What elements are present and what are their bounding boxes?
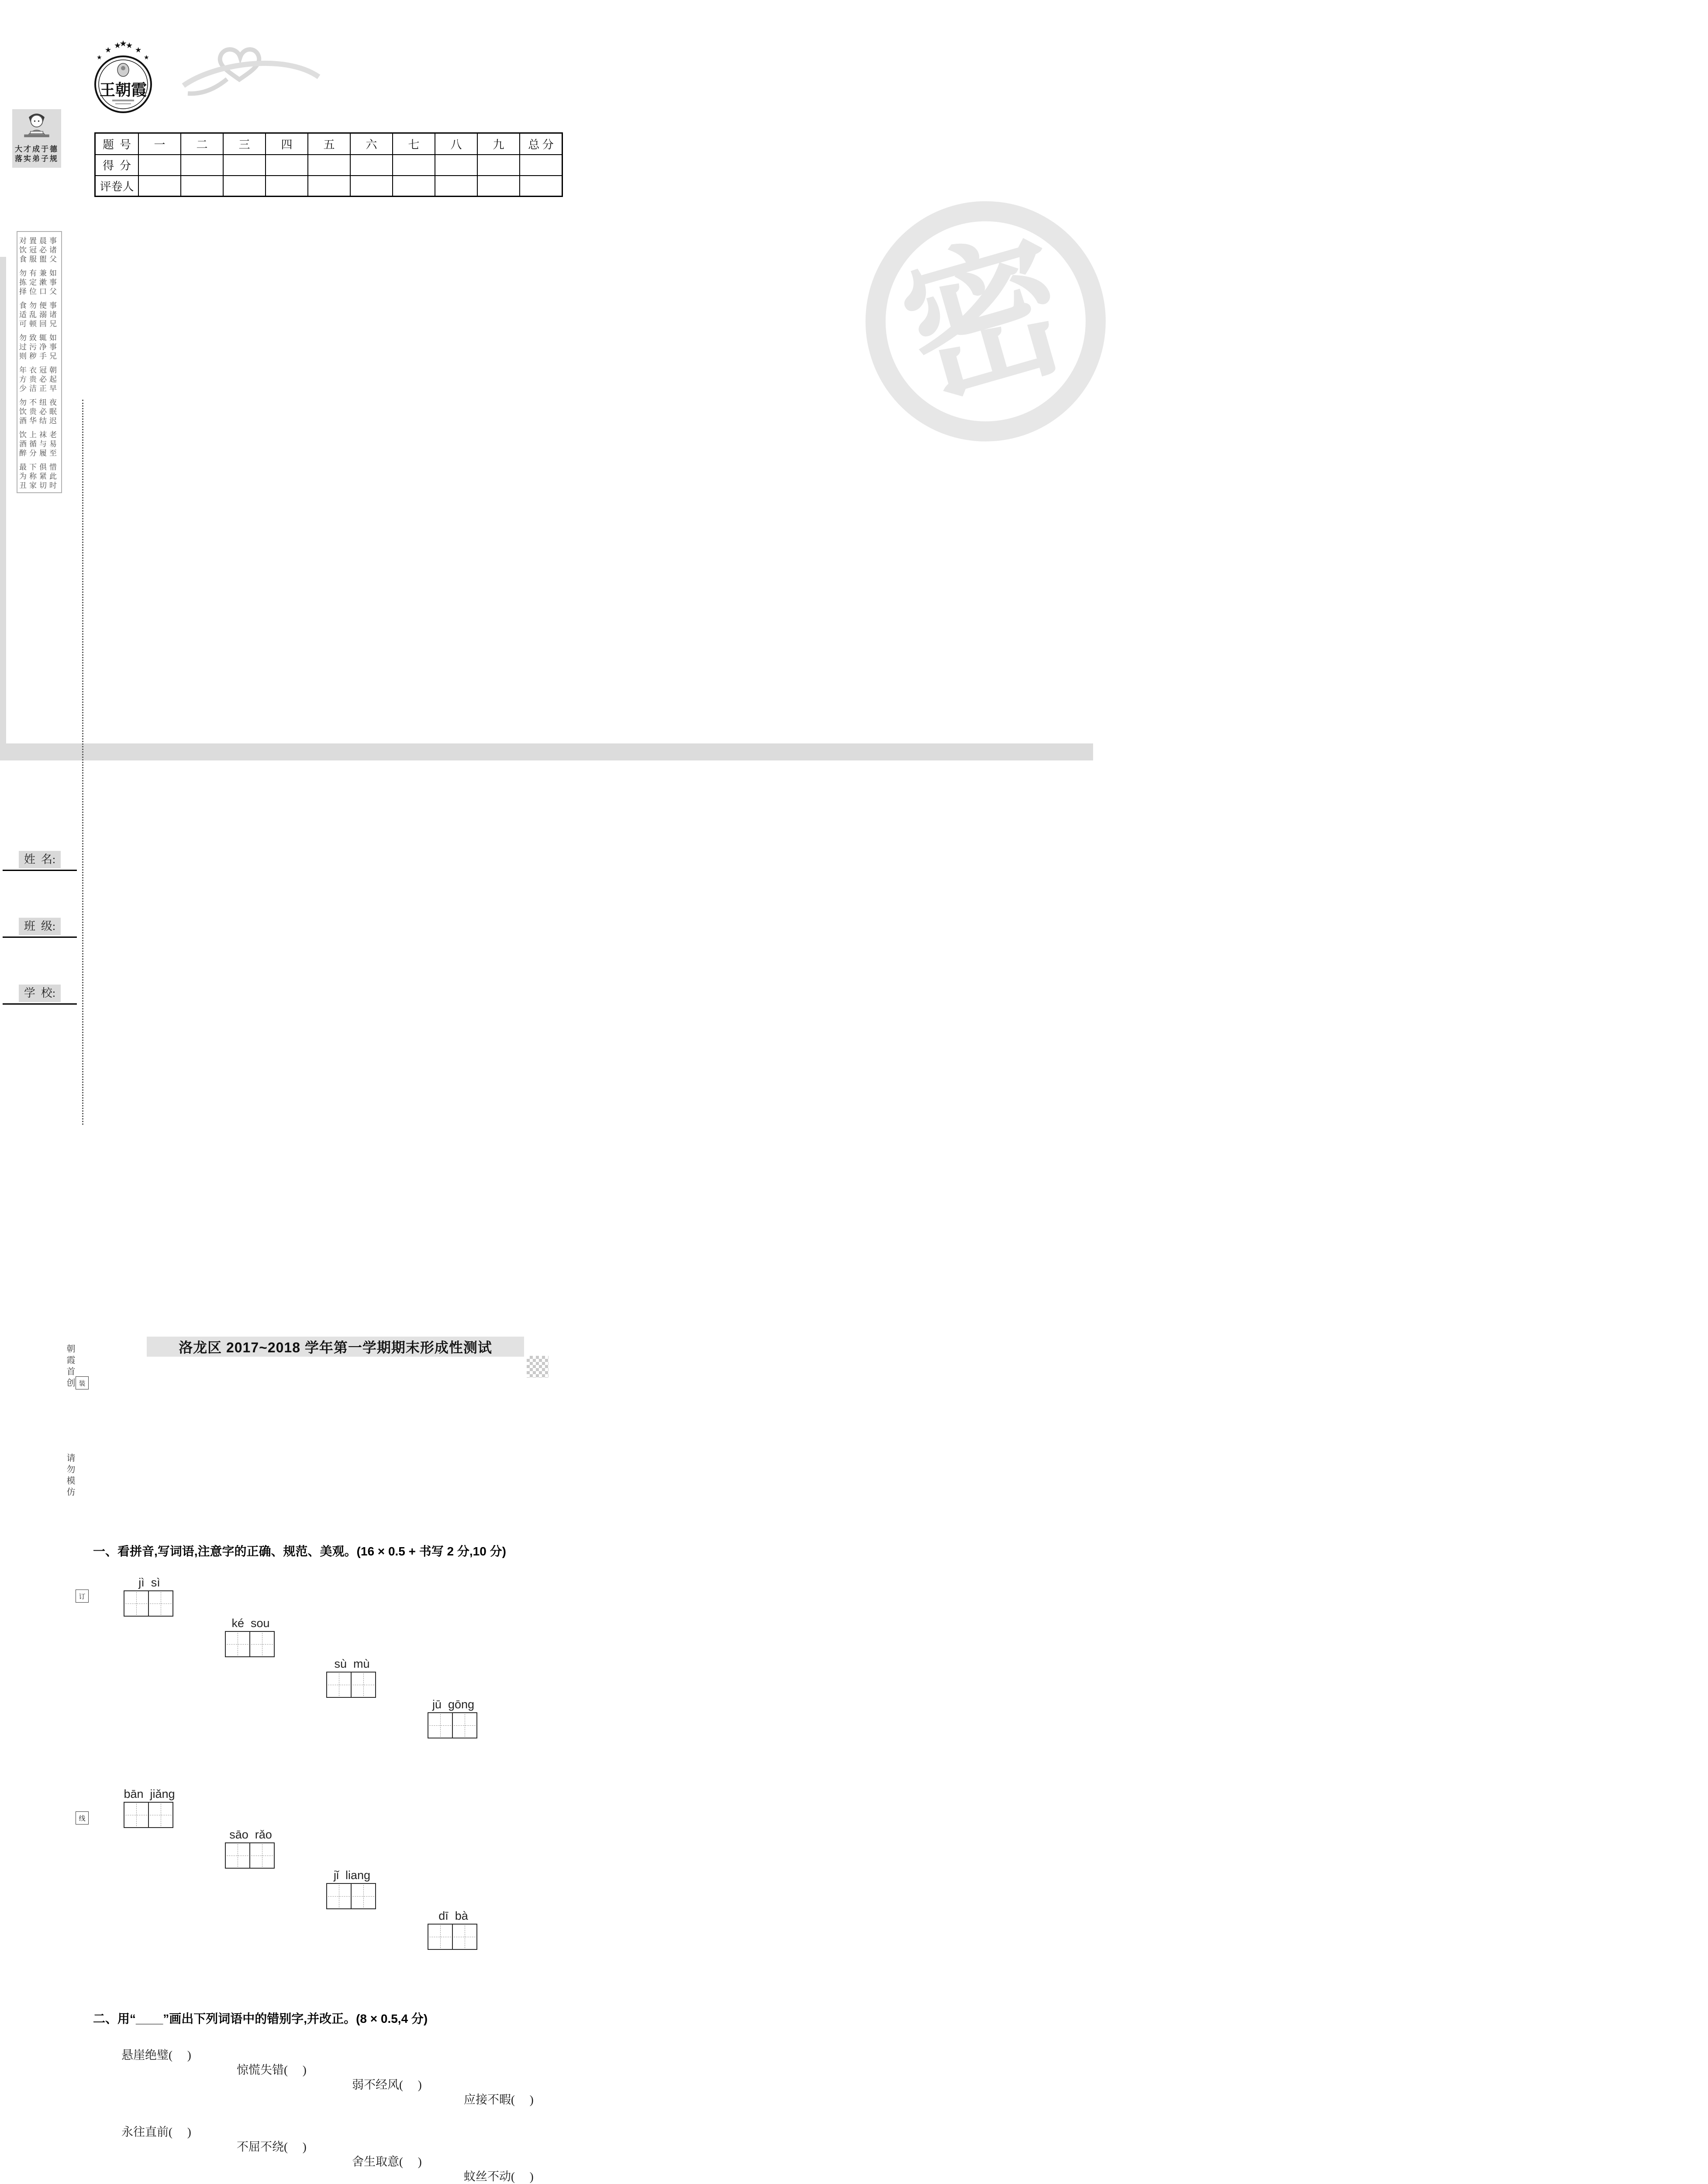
dizigui-line: 可顿回兄 [19,320,59,328]
typo-word: 蚊丝不动( ) [464,2170,534,2183]
pinyin-label: jǐ liang [333,1869,371,1882]
dizigui-group [17,269,61,296]
svg-text:★: ★ [126,41,133,50]
section2-title: 二、用“____”画出下列词语中的错别字,并改正。(8 × 0.5,4 分) [93,2012,428,2025]
row-score-label: 得 分 [95,155,139,176]
class-field[interactable] [3,917,77,938]
col-7: 七 [393,133,435,155]
col-9: 九 [477,133,520,155]
binding-stamp-zhuang: 装 [76,1376,89,1389]
typo-word: 应接不暇( ) [464,2093,534,2106]
svg-text:★: ★ [114,41,121,50]
grader-cell[interactable] [138,176,181,197]
svg-text:★: ★ [144,55,149,61]
pinyin-label: sù mù [334,1657,370,1670]
svg-text:★: ★ [97,55,102,61]
brand-motto-line2: 落实弟子规 [15,155,59,163]
score-cell[interactable] [435,155,477,176]
writing-grid[interactable] [326,1672,378,1698]
typo-word: 弱不经风( ) [352,2078,422,2091]
writing-grid[interactable] [225,1842,276,1869]
page-edge-left [0,257,6,760]
dizigui-line: 则秽手兄 [19,352,59,360]
writing-grid[interactable] [124,1802,175,1828]
dizigui-line: 择位口父 [19,287,59,296]
typo-word: 悬崖绝璧( ) [121,2049,191,2062]
pinyin-item [326,1869,378,1909]
dizigui-group [17,301,61,328]
dizigui-line: 勿致辄如 [19,334,59,342]
dizigui-line: 最下俱惜 [19,463,59,471]
dizigui-group [17,463,61,490]
pinyin-label: jì sì [138,1576,160,1589]
dizigui-group [17,398,61,425]
child-cartoon-icon [17,109,56,142]
score-cell[interactable] [520,155,562,176]
pinyin-label: jū gōng [432,1698,475,1711]
score-cell[interactable] [223,155,266,176]
dizigui-line: 拣定漱事 [19,278,59,287]
score-cell[interactable] [181,155,223,176]
grader-cell[interactable] [520,176,562,197]
score-cell[interactable] [308,155,350,176]
paper-number-banner [0,1271,909,1295]
pinyin-item [326,1657,378,1698]
dizigui-line: 勿有兼如 [19,269,59,277]
writing-grid[interactable] [225,1631,276,1657]
writing-grid[interactable] [428,1712,479,1738]
dizigui-group [17,366,61,393]
pinyin-item [124,1576,175,1617]
binding-note-original: 朝霞首创 [65,1344,75,1389]
svg-text:★: ★ [135,46,142,54]
svg-text:密: 密 [886,215,1085,426]
dizigui-group [17,333,61,361]
col-total: 总 分 [520,133,562,155]
score-cell[interactable] [266,155,308,176]
writing-grid[interactable] [428,1924,479,1950]
pinyin-item [225,1828,276,1869]
row-grader-label: 评卷人 [95,176,139,197]
score-cell[interactable] [350,155,393,176]
school-field[interactable] [3,984,77,1005]
wangzhaoxia-logo [85,38,162,119]
dizigui-line: 丑家切时 [19,481,59,490]
grader-cell[interactable] [435,176,477,197]
section1-title: 一、看拼音,写词语,注意字的正确、规范、美观。(16 × 0.5 + 书写 2 分,10 分) [93,1545,506,1558]
dizigui-line: 食勿便事 [19,301,59,310]
pinyin-item [428,1698,479,1738]
binding-stamp-xian: 线 [76,1811,89,1825]
typo-word: 永往直前( ) [121,2125,191,2139]
typo-word: 舍生取意( ) [352,2155,422,2168]
writing-grid[interactable] [326,1883,378,1909]
score-cell[interactable] [393,155,435,176]
dizigui-line: 醉分履至 [19,449,59,457]
dizigui-line: 对置晨事 [19,237,59,245]
pinyin-label: bān jiǎng [124,1787,175,1800]
pinyin-label: ké sou [231,1617,270,1630]
typo-word: 惊慌失错( ) [237,2063,307,2077]
dizigui-line: 少洁正早 [19,384,59,393]
writing-grid[interactable] [124,1590,175,1617]
col-1: 一 [138,133,181,155]
dizigui-line: 勿不纽夜 [19,398,59,407]
score-table [94,132,563,197]
dizigui-line: 食服盥父 [19,255,59,263]
dizigui-line: 酒华结迟 [19,417,59,425]
checker-decoration [527,1356,549,1378]
grader-cell[interactable] [181,176,223,197]
col-6: 六 [350,133,393,155]
binding-stamp-ding: 订 [76,1590,89,1603]
school-label: 学 校: [19,985,61,1002]
dizigui-group [17,236,61,264]
dizigui-line: 酒循与易 [19,440,59,448]
name-field[interactable] [3,850,77,871]
grader-cell[interactable] [223,176,266,197]
col-8: 八 [435,133,477,155]
sidebar-brand-panel [12,109,61,168]
class-label: 班 级: [19,918,61,935]
typo-word: 不屈不绕( ) [237,2140,307,2153]
dizigui-line: 适乱溺诸 [19,311,59,319]
pinyin-label: sāo rǎo [229,1828,272,1841]
pinyin-label: dī bà [438,1909,468,1922]
pinyin-item [225,1617,276,1657]
grader-cell[interactable] [308,176,350,197]
dizigui-line: 过污净事 [19,343,59,351]
pinyin-item [124,1787,175,1828]
col-3: 三 [223,133,266,155]
col-2: 二 [181,133,223,155]
score-cell[interactable] [477,155,520,176]
brand-motto-line1: 大才成于德 [15,145,59,153]
exam-title: 洛龙区 2017~2018 学年第一学期期末形成性测试 [179,1340,492,1355]
pinyin-item [428,1909,479,1950]
dizigui-line: 饮贵必眠 [19,408,59,416]
dizigui-line: 饮冠必诸 [19,246,59,254]
dizigui-line: 饮上袜老 [19,431,59,439]
svg-text:王朝霞: 王朝霞 [99,81,147,99]
col-4: 四 [266,133,308,155]
grader-cell[interactable] [393,176,435,197]
score-table-corner: 题 号 [95,133,139,155]
exam-subtitle [0,1408,869,1432]
svg-text:★: ★ [105,46,112,54]
binding-note-no-copy: 请勿模仿 [65,1453,75,1499]
score-cell[interactable] [138,155,181,176]
dizigui-rules-box [17,231,62,493]
svg-text:★: ★ [119,39,127,48]
dizigui-group [17,430,61,458]
ribbon-decoration [175,33,323,99]
grader-cell[interactable] [477,176,520,197]
exam-title-bar [147,1337,524,1357]
dizigui-line: 为称紧此 [19,472,59,480]
name-label: 姓 名: [19,851,61,868]
grader-cell[interactable] [350,176,393,197]
col-5: 五 [308,133,350,155]
grader-cell[interactable] [266,176,308,197]
dizigui-line: 方贵必起 [19,375,59,384]
dizigui-line: 年衣冠朝 [19,366,59,374]
binding-dotted-line [82,400,1175,1125]
